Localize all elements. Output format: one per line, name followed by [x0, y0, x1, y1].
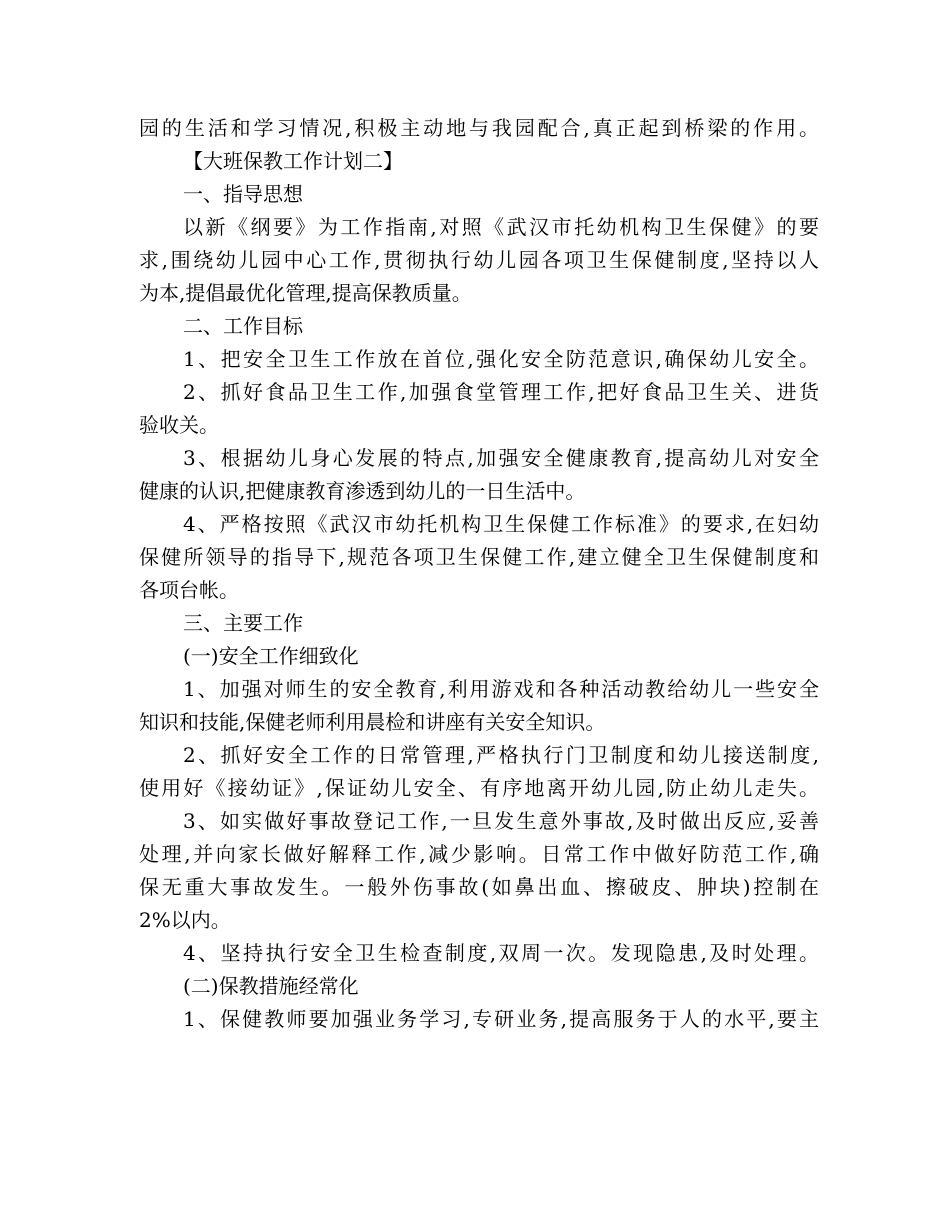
text-line: (二)保教措施经常化 — [183, 974, 359, 998]
text-line: 1、保健教师要加强业务学习,专研业务,提高服务于人的水平,要主 — [183, 1007, 822, 1031]
text-line: 3、如实做好事故登记工作,一旦发生意外事故,及时做出反应,妥善 — [183, 809, 822, 833]
text-line: 保健所领导的指导下,规范各项卫生保健工作,建立健全卫生保健制度和 — [139, 545, 822, 569]
text-line: 使用好《接幼证》,保证幼儿安全、有序地离开幼儿园,防止幼儿走失。 — [139, 776, 822, 800]
text-line: 为本,提倡最优化管理,提高保教质量。 — [139, 281, 472, 305]
text-line: (一)安全工作细致化 — [183, 644, 359, 668]
document-body — [139, 112, 822, 1036]
text-line: 以新《纲要》为工作指南,对照《武汉市托幼机构卫生保健》的要 — [183, 215, 822, 239]
text-line: 4、坚持执行安全卫生检查制度,双周一次。发现隐患,及时处理。 — [183, 941, 822, 965]
text-line: 二、工作目标 — [183, 314, 303, 338]
text-line: 一、指导思想 — [183, 182, 303, 206]
text-line: 【大班保教工作计划二】 — [183, 149, 403, 173]
text-line: 三、主要工作 — [183, 611, 303, 635]
text-line: 处理,并向家长做好解释工作,减少影响。日常工作中做好防范工作,确 — [139, 842, 822, 866]
text-line: 1、加强对师生的安全教育,利用游戏和各种活动教给幼儿一些安全 — [183, 677, 821, 701]
text-line: 园的生活和学习情况,积极主动地与我园配合,真正起到桥梁的作用。 — [139, 116, 822, 140]
text-line: 1、把安全卫生工作放在首位,强化安全防范意识,确保幼儿安全。 — [183, 347, 822, 371]
text-line: 4、严格按照《武汉市幼托机构卫生保健工作标准》的要求,在妇幼 — [183, 512, 821, 536]
text-line: 3、根据幼儿身心发展的特点,加强安全健康教育,提高幼儿对安全 — [183, 446, 822, 470]
text-line: 2、抓好食品卫生工作,加强食堂管理工作,把好食品卫生关、进货 — [183, 380, 822, 404]
text-line: 求,围绕幼儿园中心工作,贯彻执行幼儿园各项卫生保健制度,坚持以人 — [139, 248, 822, 272]
text-line: 2、抓好安全工作的日常管理,严格执行门卫制度和幼儿接送制度, — [183, 743, 822, 767]
text-line: 保无重大事故发生。一般外伤事故(如鼻出血、擦破皮、肿块)控制在 — [139, 875, 822, 899]
text-line: 健康的认识,把健康教育渗透到幼儿的一日生活中。 — [139, 479, 586, 503]
text-line: 验收关。 — [139, 413, 219, 437]
text-line: 2%以内。 — [139, 908, 231, 932]
text-line: 各项台帐。 — [139, 578, 239, 602]
text-line: 知识和技能,保健老师利用晨检和讲座有关安全知识。 — [139, 710, 606, 734]
